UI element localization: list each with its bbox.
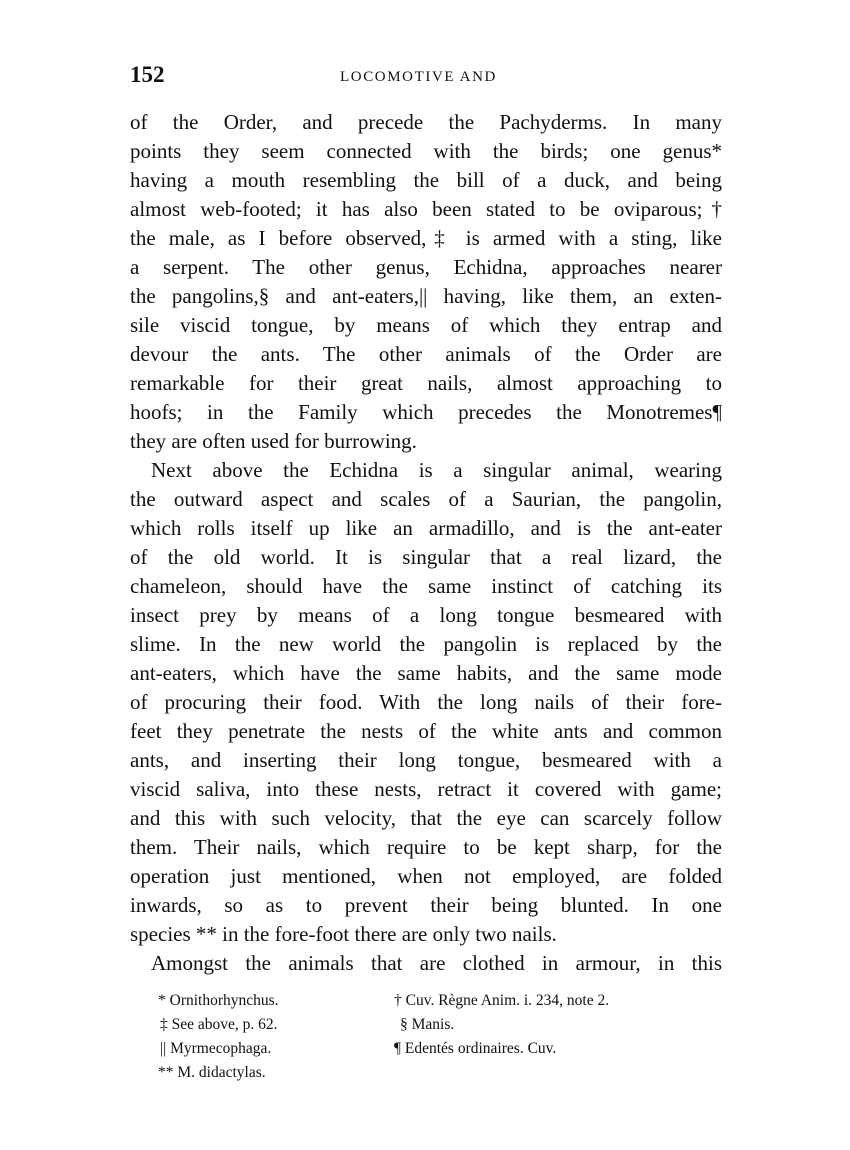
text-line: of the Order, and precede the Pachyderms. In many <box>130 110 722 134</box>
page-number: 152 <box>130 62 165 87</box>
body-text <box>130 108 722 978</box>
footnote: † Cuv. Règne Anim. i. 234, note 2. <box>394 992 610 1009</box>
text-line: inwards, so as to prevent their being blunted. In one <box>130 893 722 917</box>
text-line: the male, as I before observed,‡ is armed with a sting, like <box>130 226 722 250</box>
text-line: viscid saliva, into these nests, retract it covered with game; <box>130 777 722 801</box>
text-line: the outward aspect and scales of a Saurian, the pangolin, <box>130 487 722 511</box>
text-line: which rolls itself up like an armadillo, and is the ant-eater <box>130 516 722 540</box>
text-line: feet they penetrate the nests of the white ants and common <box>130 719 722 743</box>
text-line: chameleon, should have the same instinct of catching its <box>130 574 722 598</box>
text-line: a serpent. The other genus, Echidna, approaches nearer <box>130 255 722 279</box>
text-line: species ** in the fore-foot there are only two nails. <box>130 922 557 946</box>
footnote: § Manis. <box>400 1016 455 1033</box>
page-header <box>130 58 722 92</box>
text-line: devour the ants. The other animals of the Order are <box>130 342 722 366</box>
text-line: slime. In the new world the pangolin is replaced by the <box>130 632 722 656</box>
footnote: ‡ See above, p. 62. <box>160 1016 278 1033</box>
footnotes-right-column <box>394 989 724 1061</box>
text-line: points they seem connected with the birds; one genus* <box>130 139 722 163</box>
text-line: remarkable for their great nails, almost approaching to <box>130 371 722 395</box>
text-line: and this with such velocity, that the eye can scarcely follow <box>130 806 722 830</box>
text-line: they are often used for burrowing. <box>130 429 417 453</box>
text-line: Amongst the animals that are clothed in armour, in this <box>151 951 722 975</box>
footnote: ¶ Edentés ordinaires. Cuv. <box>394 1040 557 1057</box>
text-line: of procuring their food. With the long nails of their fore- <box>130 690 722 714</box>
text-line: sile viscid tongue, by means of which they entrap and <box>130 313 722 337</box>
text-line: ant-eaters, which have the same habits, and the same mode <box>130 661 722 685</box>
footnote: ** M. didactylas. <box>158 1064 266 1081</box>
text-line: the pangolins,§ and ant-eaters,|| having, like them, an exten- <box>130 284 722 308</box>
text-line: Next above the Echidna is a singular animal, wearing <box>151 458 722 482</box>
text-line: operation just mentioned, when not employed, are folded <box>130 864 722 888</box>
text-line: ants, and inserting their long tongue, besmeared with a <box>130 748 722 772</box>
text-line: having a mouth resembling the bill of a duck, and being <box>130 168 722 192</box>
footnotes-left-column <box>158 989 388 1085</box>
text-line: hoofs; in the Family which precedes the Monotremes¶ <box>130 400 722 424</box>
running-head: LOCOMOTIVE AND <box>340 69 497 85</box>
footnote: || Myrmecophaga. <box>160 1040 272 1057</box>
text-line: them. Their nails, which require to be kept sharp, for the <box>130 835 722 859</box>
text-line: insect prey by means of a long tongue besmeared with <box>130 603 722 627</box>
footnote: * Ornithorhynchus. <box>158 992 279 1009</box>
text-line: of the old world. It is singular that a real lizard, the <box>130 545 722 569</box>
text-line: almost web-footed; it has also been stated to be oviparous;† <box>130 197 722 221</box>
